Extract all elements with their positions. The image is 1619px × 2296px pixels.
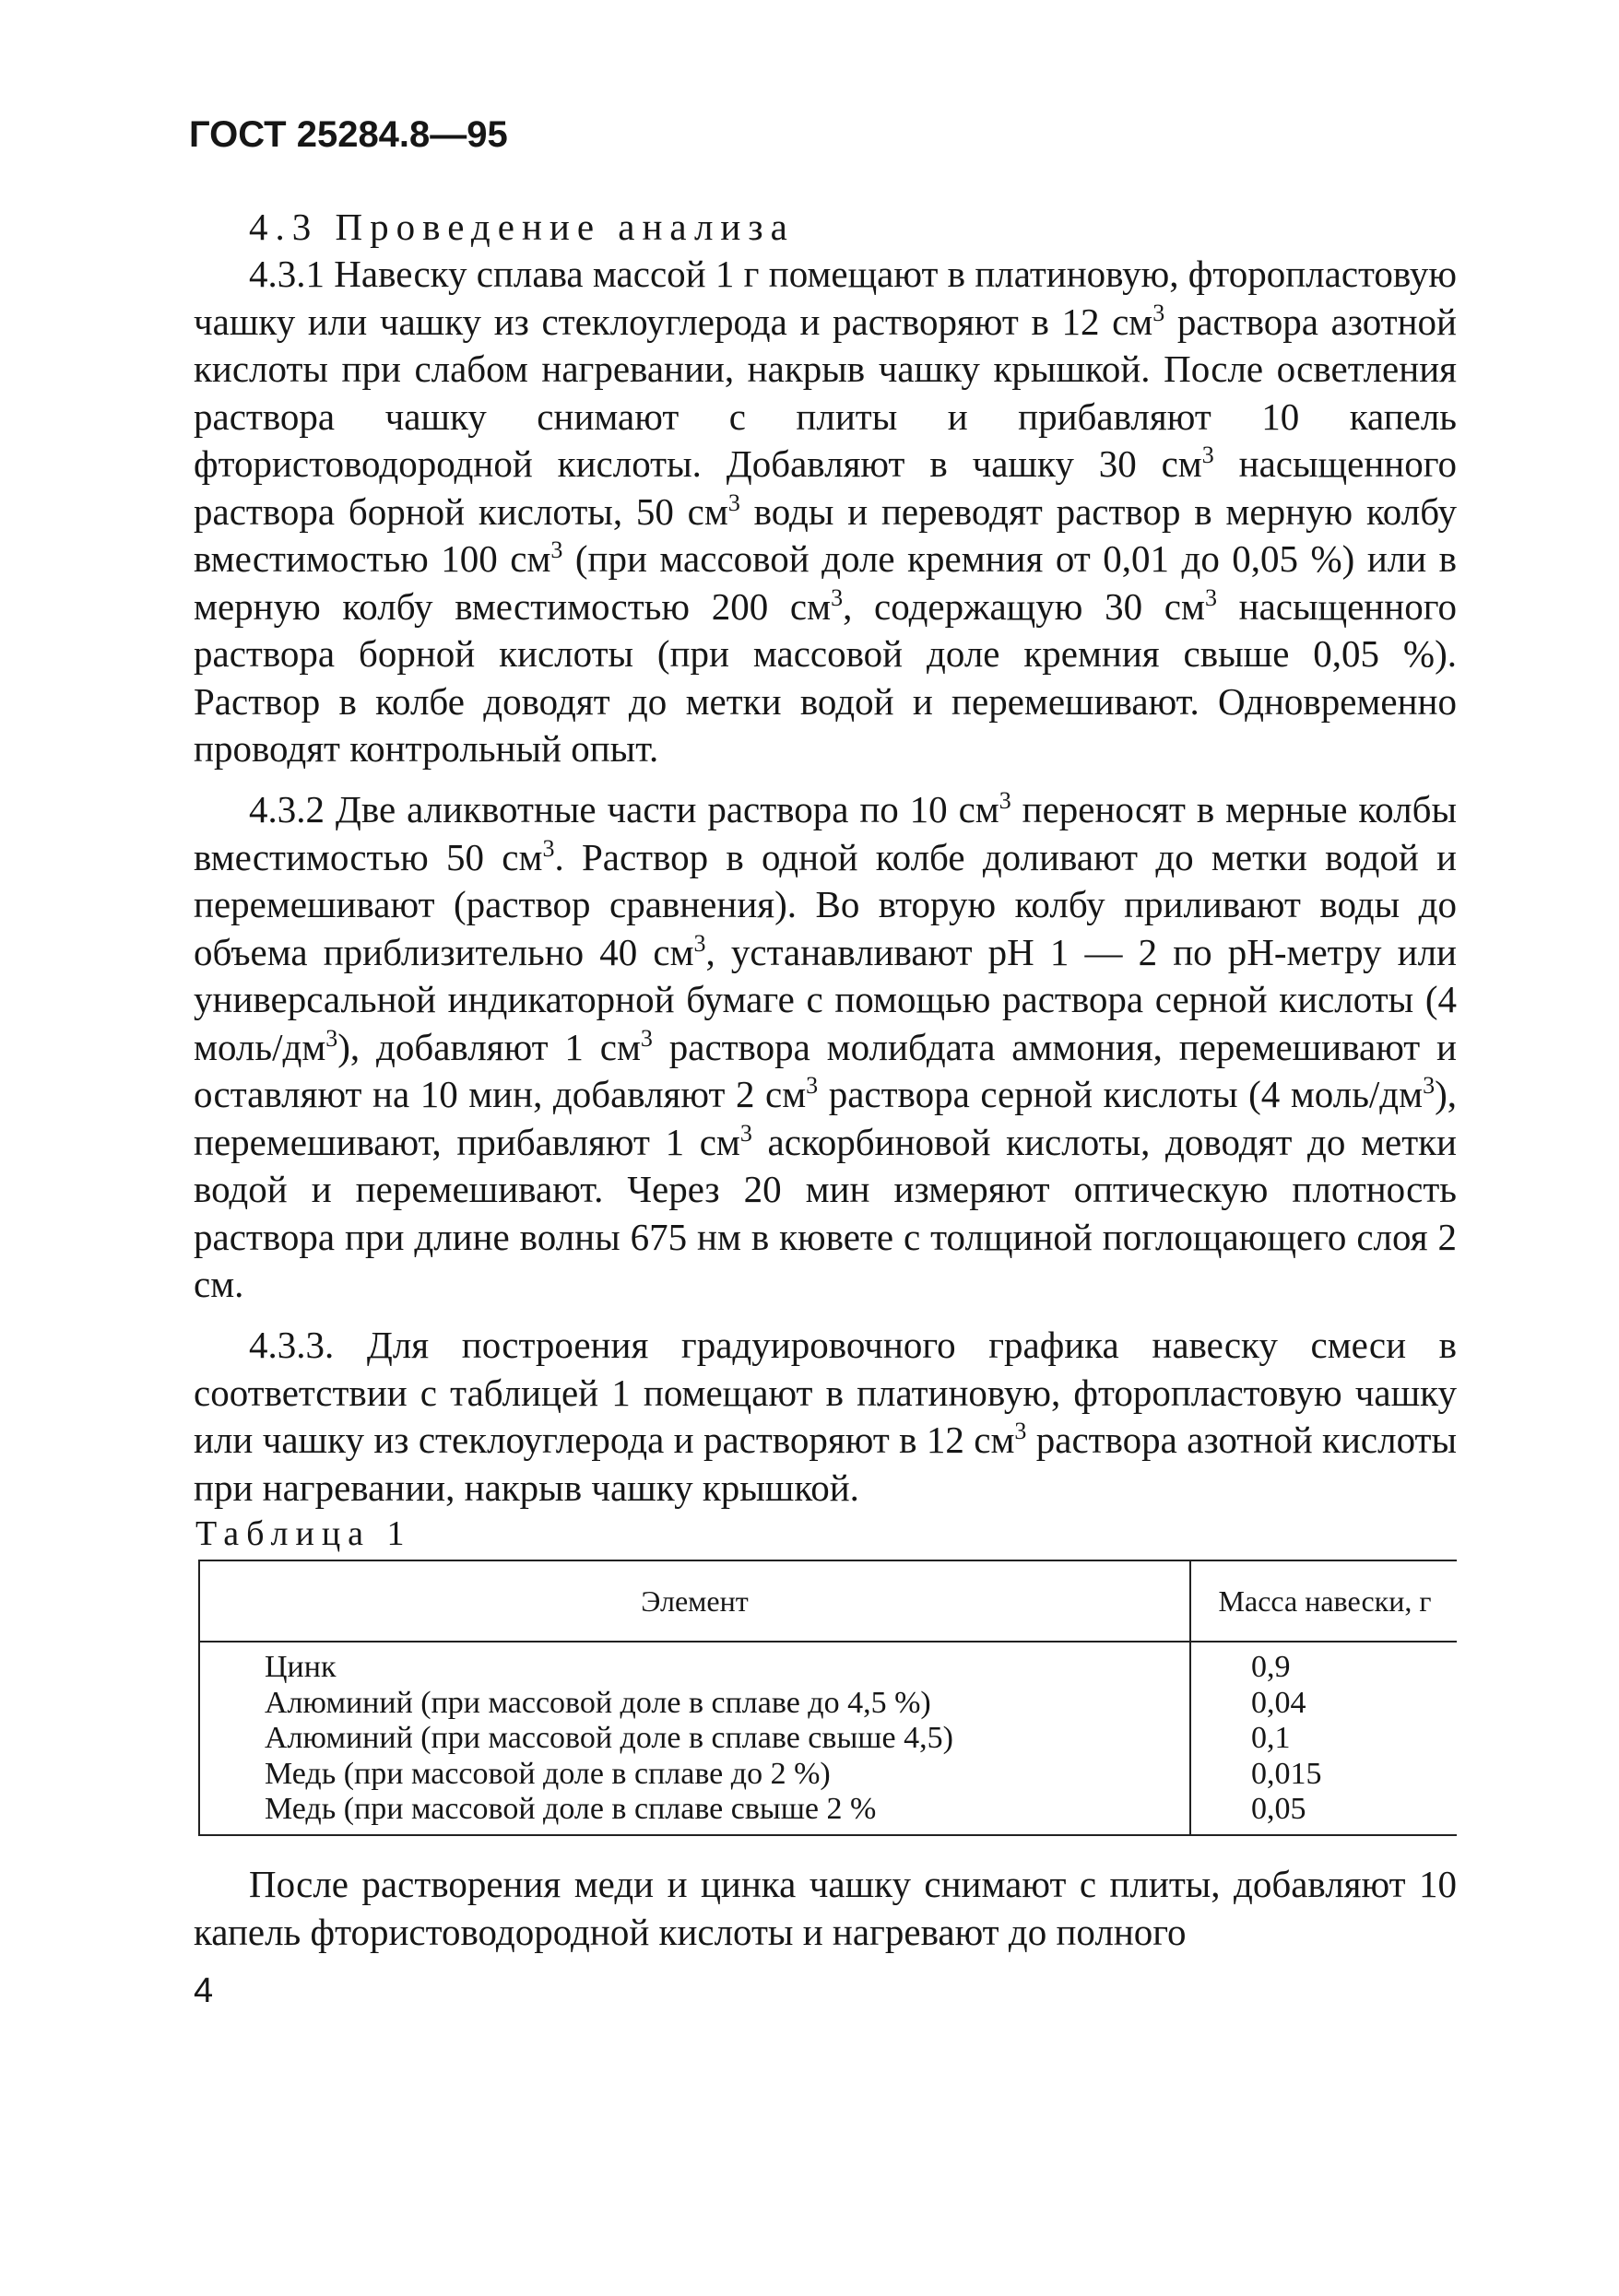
cell-element: Цинк (265, 1650, 337, 1684)
cell-mass: 0,04 (1251, 1685, 1306, 1720)
cell-mass: 0,015 (1251, 1756, 1322, 1791)
paragraph-after-table: После растворения меди и цинка чашку снимают с плиты, добавляют 10 капель фтористоводородной кислоты и нагревают до полного (194, 1863, 1457, 1953)
table-1 (198, 1560, 1457, 1836)
table-body (200, 1650, 1457, 1828)
cell-mass: 0,05 (1251, 1792, 1306, 1826)
table-row (200, 1757, 1457, 1793)
cell-element: Алюминий (при массовой доле в сплаве до 4,5 %) (265, 1685, 931, 1720)
cell-element: Медь (при массовой доле в сплаве до 2 %) (265, 1756, 831, 1791)
page-number: 4 (194, 1972, 214, 2010)
table-header-row (200, 1561, 1457, 1643)
paragraph-4-3-2: 4.3.2 Две аликвотные части раствора по 10 $см^3$ переносят в мерные колбы вместимостью 50 $см^3$. Раствор в одной колбе доливают до метки водой и перемешивают (раствор сравнения). Во вторую колбу приливают воды до объема приблизительно 40 $см^3$, устанавливают рН 1 — 2 по рН-метру или универсальной индикаторной бумаге с помощью раствора серной кислоты (4 моль/$дм^3$), добавляют 1 $см^3$ раствора молибдата аммония, перемешивают и оставляют на 10 мин, добавляют 2 $см^3$ раствора серной кислоты (4 моль/$дм^3$), перемешивают, прибавляют 1 $см^3$ аскорбиновой кислоты, доводят до метки водой и перемешивают. Через 20 мин измеряют оптическую плотность раствора при длине волны 675 нм в кювете с толщиной поглощающего слоя 2 см. (194, 787, 1458, 1305)
cell-mass: 0,1 (1251, 1721, 1291, 1755)
paragraph-4-3-3: 4.3.3. Для построения градуировочного графика навеску смеси в соответствии с таблицей 1 помещают в платиновую, фторопластовую чашку или чашку из стеклоуглерода и растворяют в 12 $см^3$ раствора азотной кислоты при нагревании, накрыв чашку крышкой. (194, 1324, 1457, 1509)
cell-element: Алюминий (при массовой доле в сплаве свыше 4,5) (265, 1721, 953, 1755)
table-row (200, 1721, 1457, 1757)
document-code: ГОСТ 25284.8—95 (189, 114, 508, 155)
cell-mass: 0,9 (1251, 1650, 1291, 1684)
header-mass: Масса навески, г (1218, 1584, 1432, 1618)
table-row (200, 1650, 1457, 1686)
header-element: Элемент (641, 1584, 749, 1618)
paragraph-4-3-1: 4.3.1 Навеску сплава массой 1 г помещают в платиновую, фторопластовую чашку или чашку из стеклоуглерода и растворяют в 12 $см^3$ раствора азотной кислоты при слабом нагревании, накрыв чашку крышкой. После осветления раствора чашку снимают с плиты и прибавляют 10 капель фтористоводородной кислоты. Добавляют в чашку 30 $см^3$ насыщенного раствора борной кислоты, 50 $см^3$ воды и переводят раствор в мерную колбу вместимостью 100 $см^3$ (при массовой доле кремния от 0,01 до 0,05 %) или в мерную колбу вместимостью 200 $см^3$, содержащую 30 $см^3$ насыщенного раствора борной кислоты (при массовой доле кремния свыше 0,05 %). Раствор в колбе доводят до метки водой и перемешивают. Одновременно проводят контрольный опыт. (194, 253, 1457, 770)
table-caption: Таблица 1 (195, 1514, 412, 1553)
table-row (200, 1792, 1457, 1828)
section-heading: 4.3 Проведение анализа (249, 206, 795, 248)
table-row (200, 1686, 1457, 1722)
cell-element: Медь (при массовой доле в сплаве свыше 2 % (265, 1792, 877, 1826)
